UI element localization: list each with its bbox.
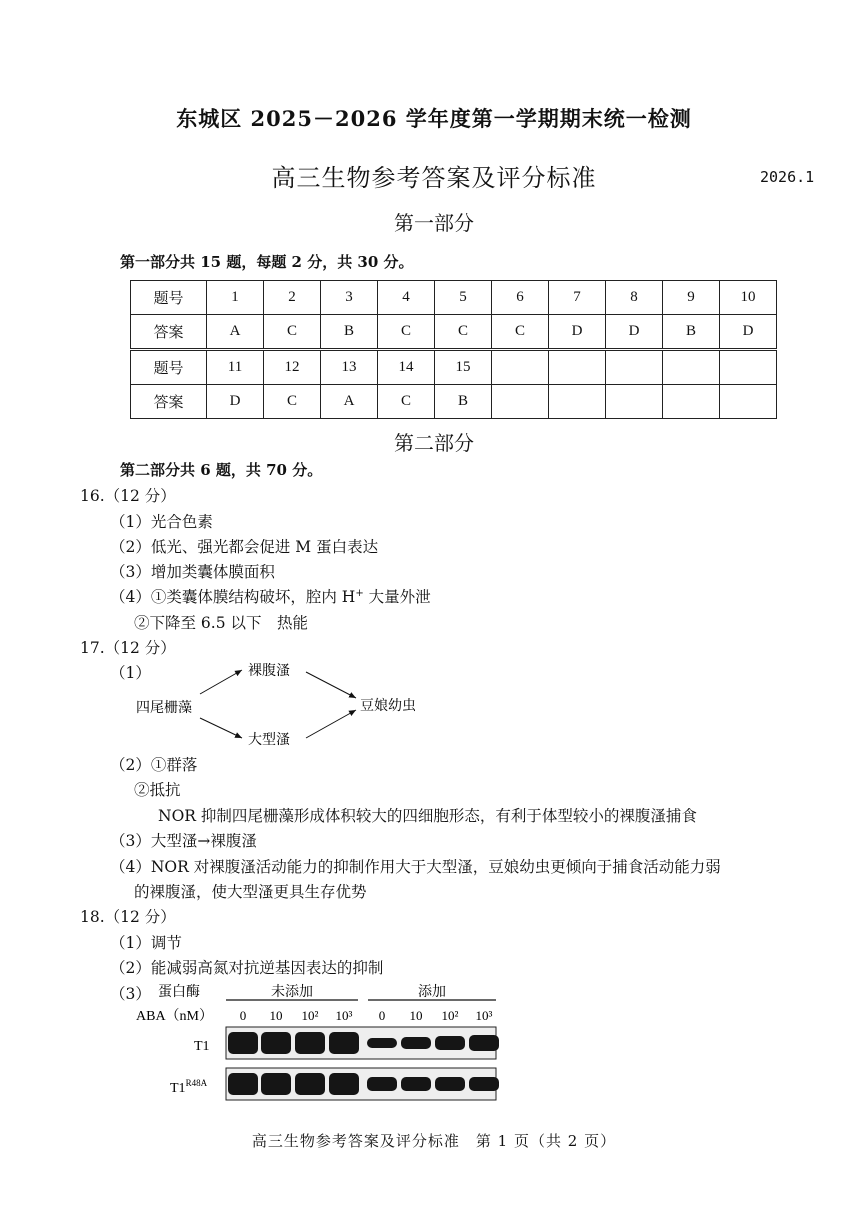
q18-answer-1: （1）调节: [110, 934, 182, 952]
table-cell: C: [435, 315, 492, 350]
table-cell: C: [378, 385, 435, 419]
page-footer: 高三生物参考答案及评分标准 第 1 页（共 2 页）: [251, 1132, 617, 1150]
part2-heading: 第二部分: [394, 431, 474, 455]
group-right-label: 添加: [418, 985, 446, 1000]
table-cell: 9: [663, 281, 720, 315]
table-cell: 7: [549, 281, 606, 315]
table-cell: B: [435, 385, 492, 419]
table-cell: [720, 385, 777, 419]
band-t1: [367, 1038, 397, 1048]
table-cell: D: [207, 385, 264, 419]
table-cell: [492, 385, 549, 419]
band-t1: [261, 1032, 291, 1054]
table-cell: 6: [492, 281, 549, 315]
concentration-label: 10³: [335, 1008, 353, 1023]
row-label: 题号: [131, 350, 207, 385]
arrow: [200, 670, 242, 694]
band-t1-mutant: [435, 1077, 465, 1091]
q16-answer-4b: ②下降至 6.5 以下 热能: [134, 614, 309, 632]
row-label-t1-mutant: $T1^{R48A}$: [170, 1078, 208, 1096]
band-t1: [401, 1037, 431, 1049]
q17-header: 17.（12 分）: [80, 639, 176, 657]
table-cell: 5: [435, 281, 492, 315]
band-t1: [228, 1032, 258, 1054]
table-cell: C: [264, 385, 321, 419]
table-cell: [606, 385, 663, 419]
band-t1-mutant: [329, 1073, 359, 1095]
table-cell: 13: [321, 350, 378, 385]
q17-answer-2b: ②抵抗: [134, 781, 181, 799]
q18-answer-3-label: （3）: [110, 985, 151, 1003]
table-cell: [549, 385, 606, 419]
table-cell: 12: [264, 350, 321, 385]
row-label: 题号: [131, 281, 207, 315]
table-cell: 10: [720, 281, 777, 315]
band-t1-mutant: [401, 1077, 431, 1091]
superscript: +: [355, 587, 364, 599]
group-left-label: 未添加: [271, 985, 313, 1000]
table-cell: [492, 350, 549, 385]
table-cell: B: [321, 315, 378, 350]
table-cell: [720, 350, 777, 385]
table-cell: D: [549, 315, 606, 350]
food-web-diagram: [130, 658, 450, 750]
row-label: 答案: [131, 315, 207, 350]
q17-answer-1-label: （1）: [110, 664, 151, 682]
table-cell: [606, 350, 663, 385]
exam-date: 2026.1: [760, 168, 815, 186]
table-cell: 1: [207, 281, 264, 315]
band-t1-mutant: [295, 1073, 325, 1095]
q17-answer-4b: 的裸腹溞，使大型溞更具生存优势: [134, 883, 367, 901]
aba-label: ABA（nM）: [136, 1009, 214, 1024]
q18-answer-2: （2）能减弱高氮对抗逆基因表达的抑制: [110, 959, 384, 977]
concentration-label: 10²: [301, 1008, 319, 1023]
band-t1-mutant: [367, 1077, 397, 1091]
table-cell: C: [492, 315, 549, 350]
q17-answer-4a: （4）NOR 对裸腹溞活动能力的抑制作用大于大型溞，豆娘幼虫更倾向于捕食活动能力弱: [110, 858, 721, 876]
q16-answer-2: （2）低光、强光都会促进 M 蛋白表达: [110, 538, 379, 556]
table-cell: C: [378, 315, 435, 350]
table-cell: 14: [378, 350, 435, 385]
band-t1-mutant: [261, 1073, 291, 1095]
concentration-label: 10²: [441, 1008, 459, 1023]
concentration-label: 0: [239, 1008, 247, 1023]
q18-header: 18.（12 分）: [80, 908, 176, 926]
table-cell: 8: [606, 281, 663, 315]
answer-row: [131, 385, 777, 419]
table-cell: 4: [378, 281, 435, 315]
band-t1-mutant: [228, 1073, 258, 1095]
band-t1: [295, 1032, 325, 1054]
row-label: 答案: [131, 385, 207, 419]
band-t1: [329, 1032, 359, 1054]
part1-intro: 第一部分共 15 题，每题 2 分，共 30 分。: [120, 253, 414, 271]
consumer-top-node: 裸腹溞: [248, 664, 290, 679]
arrow: [306, 710, 356, 738]
table-cell: 2: [264, 281, 321, 315]
enzyme-label: 蛋白酶: [158, 985, 200, 1000]
western-blot-figure: [130, 982, 510, 1107]
table-cell: 3: [321, 281, 378, 315]
table-cell: D: [720, 315, 777, 350]
band-t1: [469, 1035, 499, 1051]
q17-answer-2c: NOR 抑制四尾栅藻形成体积较大的四细胞形态，有利于体型较小的裸腹溞捕食: [158, 807, 697, 825]
q16-answer-3: （3）增加类囊体膜面积: [110, 563, 275, 581]
table-cell: C: [264, 315, 321, 350]
answer-row: [131, 315, 777, 350]
table-cell: A: [321, 385, 378, 419]
table-cell: [663, 350, 720, 385]
band-t1-mutant: [469, 1077, 499, 1091]
question-row: [131, 281, 777, 315]
answer-key-title: 高三生物参考答案及评分标准: [271, 164, 597, 192]
concentration-label: 0: [378, 1008, 386, 1023]
arrow: [306, 672, 356, 698]
producer-node: 四尾栅藻: [136, 701, 192, 716]
q17-answer-2a: （2）①群落: [110, 756, 198, 774]
concentration-label: 10: [269, 1008, 283, 1023]
predator-node: 豆娘幼虫: [360, 699, 416, 714]
exam-title: 东城区 2025－2026 学年度第一学期期末统一检测: [176, 106, 692, 131]
table-cell: D: [606, 315, 663, 350]
q16-answer-1: （1）光合色素: [110, 513, 213, 531]
concentration-labels: [240, 1008, 493, 1023]
question-row: [131, 350, 777, 385]
answer-table: [130, 280, 777, 419]
consumer-bottom-node: 大型溞: [248, 733, 290, 748]
table-cell: 15: [435, 350, 492, 385]
table-cell: A: [207, 315, 264, 350]
table-cell: B: [663, 315, 720, 350]
concentration-label: 10³: [475, 1008, 493, 1023]
row-label-t1: T1: [194, 1039, 210, 1054]
table-cell: 11: [207, 350, 264, 385]
table-cell: [663, 385, 720, 419]
concentration-label: 10: [409, 1008, 423, 1023]
part2-intro: 第二部分共 6 题，共 70 分。: [120, 461, 323, 479]
part1-heading: 第一部分: [394, 211, 474, 235]
q16-answer-4a: （4）①类囊体膜结构破坏，腔内 H+ 大量外泄: [110, 587, 431, 606]
q17-answer-3: （3）大型溞→裸腹溞: [110, 832, 257, 850]
table-cell: [549, 350, 606, 385]
band-t1: [435, 1036, 465, 1050]
arrow: [200, 718, 242, 738]
q16-header: 16.（12 分）: [80, 487, 176, 505]
